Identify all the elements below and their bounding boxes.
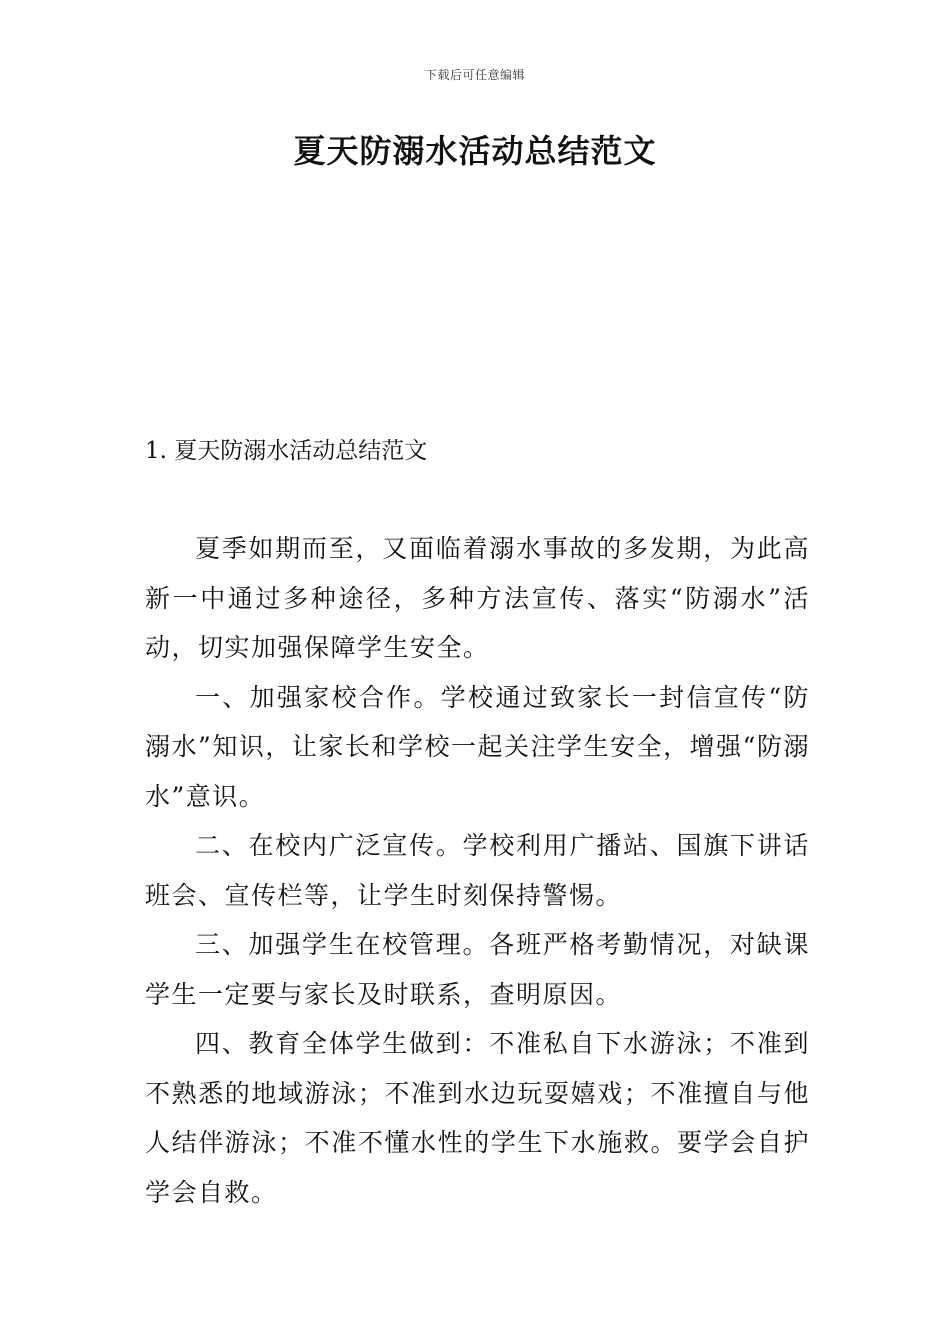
paragraph-intro: 夏季如期而至，又面临着溺水事故的多发期，为此高新一中通过多种途径，多种方法宣传、落实“防溺水”活动，切实加强保障学生安全。: [145, 534, 810, 662]
page-title: 夏天防溺水活动总结范文: [293, 132, 657, 170]
header-note: 下载后可任意编辑: [424, 68, 525, 82]
section-heading: 1. 夏天防溺水活动总结范文: [145, 438, 428, 464]
paragraph-item-2: 二、在校内广泛宣传。学校利用广播站、国旗下讲话班会、宣传栏等，让学生时刻保持警惕。: [145, 831, 810, 910]
paragraph-item-4: 四、教育全体学生做到：不准私自下水游泳；不准到不熟悉的地域游泳；不准到水边玩耍嬉戏；不准擅自与他人结伴游泳；不准不懂水性的学生下水施救。要学会自护学会自救。: [145, 1029, 810, 1207]
body-text: [145, 524, 810, 1217]
paragraph-item-3: 三、加强学生在校管理。各班严格考勤情况，对缺课学生一定要与家长及时联系，查明原因。: [145, 930, 810, 1009]
paragraph-item-1: 一、加强家校合作。学校通过致家长一封信宣传“防溺水”知识，让家长和学校一起关注学生安全，增强“防溺水”意识。: [145, 682, 810, 811]
